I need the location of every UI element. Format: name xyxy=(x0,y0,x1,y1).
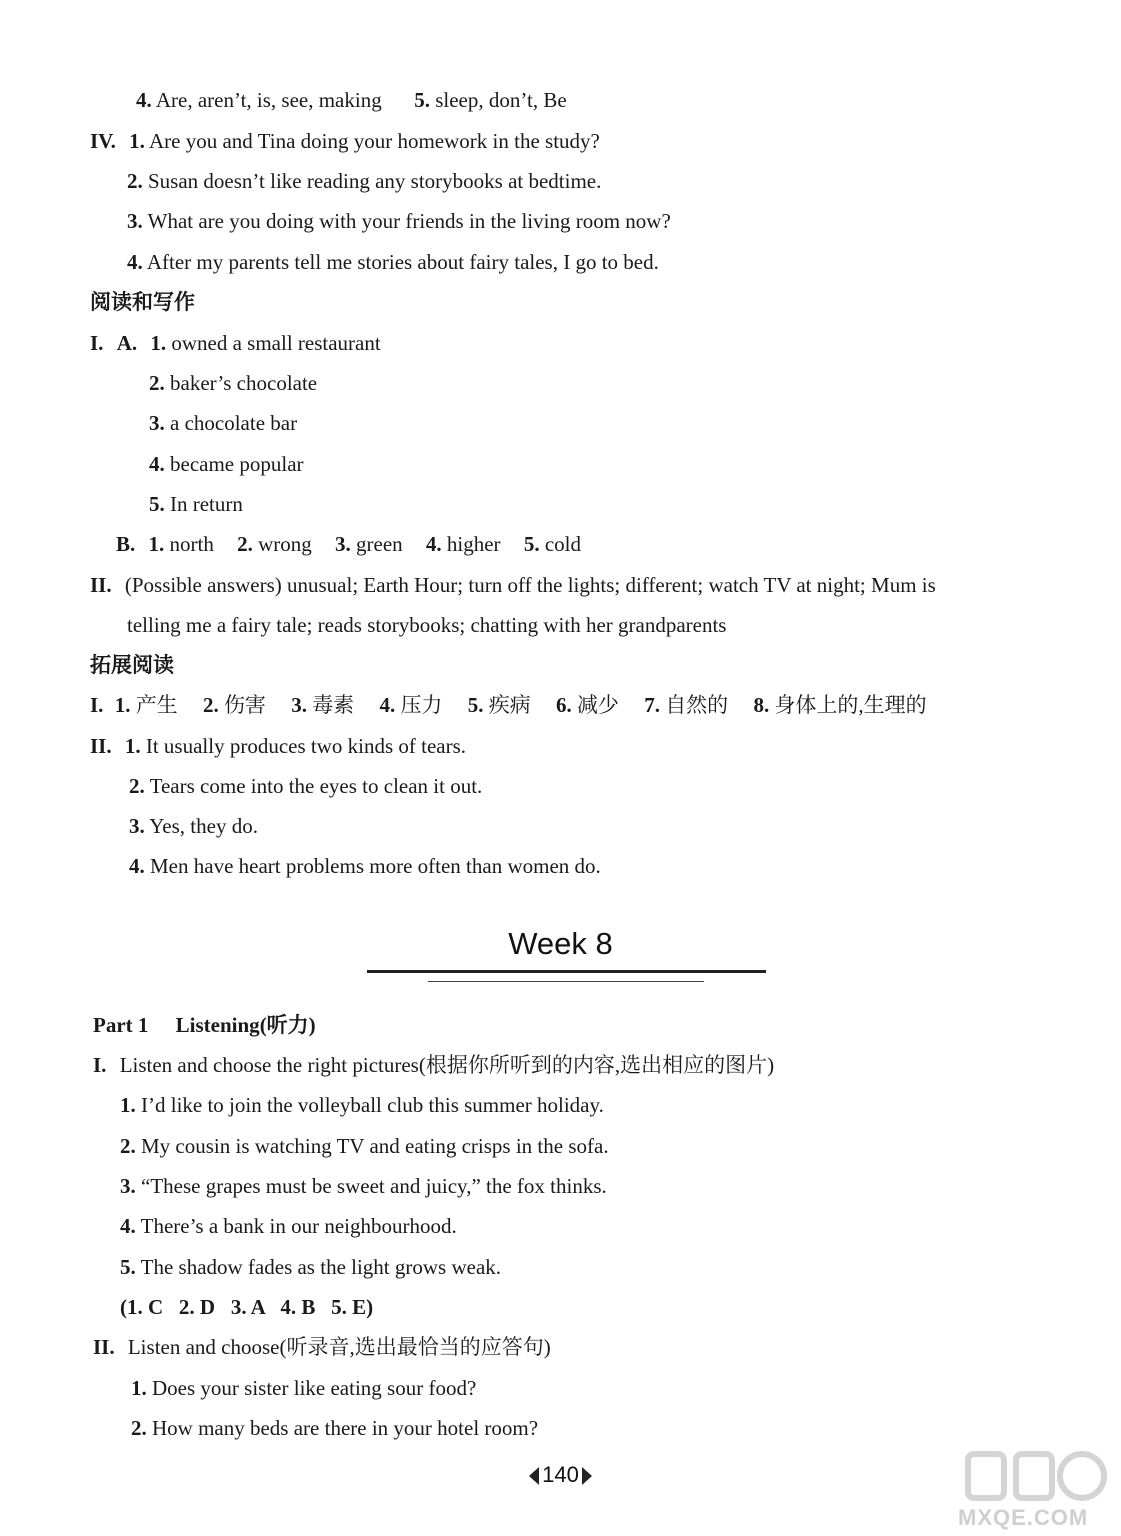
item-number: 1. xyxy=(129,129,145,153)
instruction-text: Listen and choose(听录音,选出最恰当的应答句) xyxy=(127,1335,551,1359)
item-number: 4. xyxy=(127,250,143,274)
watermark-text: MXQE.COM xyxy=(958,1505,1089,1530)
listening-item-4 xyxy=(120,1212,457,1240)
item-number: 5. xyxy=(467,693,484,717)
script-text: I’d like to join the volleyball club this summer holiday. xyxy=(141,1093,604,1117)
listening-item-1 xyxy=(120,1091,604,1119)
week-title: Week 8 xyxy=(508,926,613,961)
answer-text: Yes, they do. xyxy=(149,814,258,838)
item-number: 1. xyxy=(148,532,165,556)
answer-text: baker’s chocolate xyxy=(170,371,318,395)
section-label: II. xyxy=(93,1335,115,1359)
answer-text: north xyxy=(169,532,214,556)
answer-text: After my parents tell me stories about fairy tales, I go to bed. xyxy=(146,250,659,274)
extended-vocab-row xyxy=(90,691,927,719)
item-number: 1. xyxy=(131,1376,147,1400)
title-rule-thin xyxy=(428,981,704,982)
answer-text: It usually produces two kinds of tears. xyxy=(145,734,467,758)
script-text: My cousin is watching TV and eating crisps in the sofa. xyxy=(141,1134,609,1158)
answer-text: (Possible answers) unusual; Earth Hour; turn off the lights; different; watch TV at night; Mum is xyxy=(124,573,936,597)
title-rule-thick xyxy=(367,970,766,973)
instruction-text: Listen and choose the right pictures(根据你所听到的内容,选出相应的图片) xyxy=(119,1053,775,1077)
item-number: 7. xyxy=(644,693,660,717)
answer-text: Tears come into the eyes to clean it out. xyxy=(149,774,483,798)
item-number: 3. xyxy=(129,814,145,838)
item-number: 5. xyxy=(523,532,540,556)
vocab-text: 毒素 xyxy=(312,693,355,717)
item-number: 8. xyxy=(753,693,770,717)
section-heading-reading-writing: 阅读和写作 xyxy=(90,290,195,314)
script-text: There’s a bank in our neighbourhood. xyxy=(140,1214,457,1238)
section-iv-item-4 xyxy=(127,248,659,276)
item-number: 5. xyxy=(120,1255,136,1279)
item-number: 5. xyxy=(149,492,165,516)
item-number: 3. xyxy=(120,1174,136,1198)
item-number: 3. xyxy=(335,532,351,556)
item-number: 4. xyxy=(379,693,396,717)
listening-2-item-1 xyxy=(131,1374,476,1402)
item-number: 5. xyxy=(414,88,430,112)
answer-text: Are you and Tina doing your homework in the study? xyxy=(148,129,600,153)
section-label: II. xyxy=(90,573,112,597)
section-iv-item-1 xyxy=(90,127,600,155)
section-label: I. xyxy=(90,331,104,355)
reading-a-item-4 xyxy=(149,450,304,478)
section-label: II. xyxy=(90,734,112,758)
script-text: “These grapes must be sweet and juicy,” the fox thinks. xyxy=(141,1174,607,1198)
vocab-text: 疾病 xyxy=(488,693,531,717)
listening-item-5 xyxy=(120,1253,501,1281)
section-label: I. xyxy=(90,693,104,717)
answer-text: green xyxy=(356,532,403,556)
item-number: 3. xyxy=(127,209,143,233)
page-right-arrow-icon xyxy=(582,1467,592,1485)
page-number xyxy=(0,1460,1121,1490)
page-number-text: 140 xyxy=(542,1462,579,1487)
subsection-label: B. xyxy=(116,532,136,556)
listening-item-2 xyxy=(120,1132,609,1160)
item-number: 1. xyxy=(120,1093,136,1117)
answer-text: higher xyxy=(446,532,501,556)
vocab-text: 产生 xyxy=(135,693,178,717)
extended-answer-1 xyxy=(90,732,466,760)
item-number: 2. xyxy=(120,1134,136,1158)
answer-text: became popular xyxy=(170,452,304,476)
reading-part2-line1 xyxy=(90,571,936,599)
item-number: 4. xyxy=(425,532,442,556)
item-number: 2. xyxy=(237,532,253,556)
item-number: 4. xyxy=(120,1214,136,1238)
listening-section-2-instruction xyxy=(93,1333,551,1361)
reading-b-row xyxy=(116,530,581,558)
part-label: Part 1 xyxy=(93,1013,149,1037)
item-number: 3. xyxy=(149,411,165,435)
part1-heading xyxy=(93,1011,316,1039)
answer-text: Susan doesn’t like reading any storybooks at bedtime. xyxy=(148,169,602,193)
item-number: 1. xyxy=(114,693,131,717)
vocab-text: 伤害 xyxy=(223,693,266,717)
section-heading-extended-reading: 拓展阅读 xyxy=(90,653,174,677)
item-number: 3. xyxy=(291,693,307,717)
answer-text: Are, aren’t, is, see, making xyxy=(155,88,382,112)
answer-row-4-5 xyxy=(136,86,567,114)
answer-text: wrong xyxy=(258,532,312,556)
item-number: 4. xyxy=(129,854,145,878)
listening-answer-key: (1. C 2. D 3. A 4. B 5. E) xyxy=(120,1295,374,1319)
vocab-text: 减少 xyxy=(576,693,619,717)
item-number: 1. xyxy=(124,734,141,758)
script-text: Does your sister like eating sour food? xyxy=(152,1376,477,1400)
item-number: 4. xyxy=(136,88,152,112)
item-number: 6. xyxy=(555,693,572,717)
section-iv-item-3 xyxy=(127,207,671,235)
part-title: Listening xyxy=(175,1013,260,1037)
item-number: 2. xyxy=(127,169,143,193)
vocab-text: 自然的 xyxy=(665,693,729,717)
script-text: The shadow fades as the light grows weak. xyxy=(140,1255,502,1279)
item-number: 4. xyxy=(149,452,165,476)
part-title-cn: (听力) xyxy=(259,1013,316,1037)
reading-a-item-1 xyxy=(90,329,381,357)
section-label: IV. xyxy=(90,129,116,153)
listening-section-1-instruction xyxy=(93,1051,774,1079)
item-number: 2. xyxy=(131,1416,147,1440)
item-number: 2. xyxy=(202,693,219,717)
item-number: 1. xyxy=(150,331,167,355)
reading-part2-line2: telling me a fairy tale; reads storybooks; chatting with her grandparents xyxy=(127,613,727,637)
answer-text: owned a small restaurant xyxy=(171,331,381,355)
reading-a-item-5 xyxy=(149,490,243,518)
listening-item-3 xyxy=(120,1172,607,1200)
answer-text: a chocolate bar xyxy=(170,411,298,435)
script-text: How many beds are there in your hotel room? xyxy=(152,1416,539,1440)
answer-text: sleep, don’t, Be xyxy=(435,88,567,112)
section-iv-item-2 xyxy=(127,167,601,195)
listening-2-item-2 xyxy=(131,1414,538,1442)
extended-answer-2 xyxy=(129,772,482,800)
answer-text: cold xyxy=(544,532,581,556)
item-number: 2. xyxy=(129,774,145,798)
extended-answer-4 xyxy=(129,852,601,880)
reading-a-item-2 xyxy=(149,369,317,397)
answer-text: Men have heart problems more often than women do. xyxy=(150,854,601,878)
section-label: I. xyxy=(93,1053,107,1077)
subsection-label: A. xyxy=(116,331,138,355)
vocab-text: 压力 xyxy=(400,693,443,717)
page-left-arrow-icon xyxy=(529,1467,539,1485)
extended-answer-3 xyxy=(129,812,258,840)
answer-text: What are you doing with your friends in the living room now? xyxy=(147,209,671,233)
vocab-text: 身体上的,生理的 xyxy=(774,693,927,717)
answer-text: In return xyxy=(170,492,243,516)
reading-a-item-3 xyxy=(149,409,297,437)
item-number: 2. xyxy=(149,371,165,395)
